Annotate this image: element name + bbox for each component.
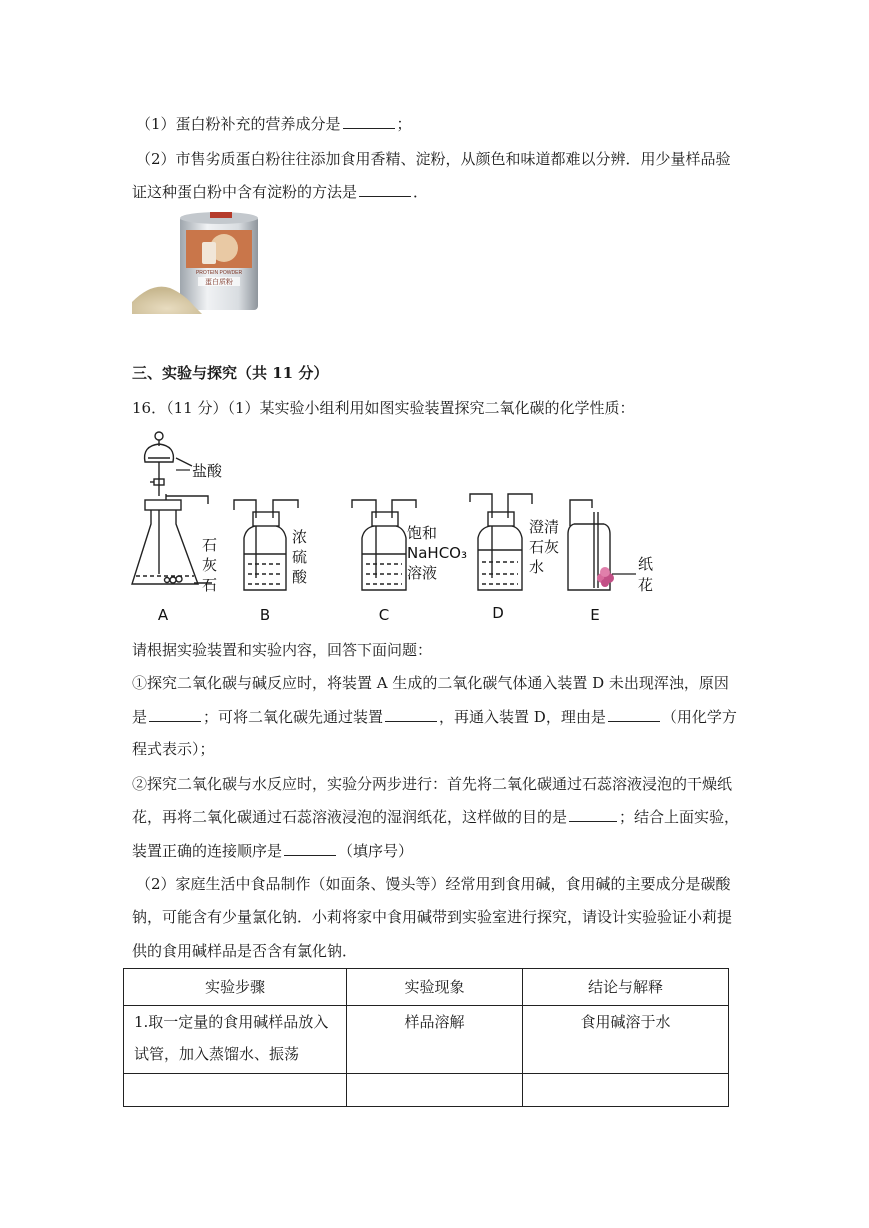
- device-a-stones: [165, 576, 183, 583]
- can-brand-text: PROTEIN POWDER: [195, 270, 243, 276]
- answer-blank[interactable]: [149, 706, 201, 722]
- apparatus-diagram: [128, 428, 668, 628]
- q16-sub1-line1: ①探究二氧化碳与碱反应时，将装置 A 生成的二氧化碳气体通入装置 D 未出现浑浊，原因: [132, 674, 729, 692]
- device-d-bottle: [470, 494, 532, 590]
- label-c-line-2: NaHCO₃: [407, 544, 467, 562]
- device-letter-b: B: [259, 606, 271, 624]
- q16-part2-line3: 供的食用碱样品是否含有氯化钠．: [132, 942, 358, 960]
- experiment-table: [123, 968, 729, 1107]
- section-heading: 三、实验与探究（共 11 分）: [132, 364, 329, 382]
- label-b-char-3: 酸: [292, 568, 308, 586]
- cell-phenomenon-2[interactable]: [347, 1074, 523, 1107]
- q15-item1: （1）蛋白粉补充的营养成分是 ；: [136, 115, 412, 133]
- table-row: [124, 1006, 729, 1074]
- label-b-char-2: 硫: [292, 548, 308, 566]
- q16-instruction: 请根据实验装置和实验内容，回答下面问题：: [132, 641, 433, 659]
- cell-step-1: 1.取一定量的食用碱样品放入 试管，加入蒸馏水、振荡: [124, 1006, 347, 1074]
- label-a-char-1: 石: [202, 536, 218, 554]
- device-b-bottle: [234, 500, 298, 590]
- label-e-char-1: 纸: [638, 555, 654, 573]
- label-d-line-2: 石灰: [529, 538, 560, 556]
- label-b-char-1: 浓: [292, 528, 308, 546]
- table-header-row: [124, 969, 729, 1006]
- cell-phenomenon-1: 样品溶解: [347, 1006, 523, 1074]
- table-row-empty: [124, 1074, 729, 1107]
- label-e-char-2: 花: [638, 576, 654, 594]
- label-d-line-1: 澄清: [529, 518, 560, 536]
- q16-sub2-line2: 花，再将二氧化碳通过石蕊溶液浸泡的湿润纸花，这样做的目的是 ；结合上面实验，: [132, 808, 740, 826]
- header-phenomenon: 实验现象: [347, 969, 523, 1006]
- q16-sub1-line3: 程式表示）；: [132, 740, 215, 758]
- header-conclusion: 结论与解释: [523, 969, 729, 1006]
- q16-sub2-line1: ②探究二氧化碳与水反应时，实验分两步进行：首先将二氧化碳通过石蕊溶液浸泡的干燥纸: [132, 775, 733, 793]
- label-hydrochloric-acid: 盐酸: [192, 462, 223, 480]
- q16-intro: 16．（11 分）（1）某实验小组利用如图实验装置探究二氧化碳的化学性质：: [132, 399, 635, 417]
- answer-blank[interactable]: [608, 706, 660, 722]
- device-letter-a: A: [157, 606, 169, 624]
- device-a-flask: [132, 432, 212, 584]
- q15-item2-line1: （2）市售劣质蛋白粉往往添加食用香精、淀粉，从颜色和味道都难以分辨．用少量样品验: [136, 150, 731, 168]
- answer-blank[interactable]: [385, 706, 437, 722]
- q15-item1-text: （1）蛋白粉补充的营养成分是: [136, 115, 341, 133]
- answer-blank[interactable]: [359, 181, 411, 197]
- paper-flower-icon: [597, 567, 636, 587]
- label-a-char-2: 灰: [202, 556, 218, 574]
- cell-step-2[interactable]: [124, 1074, 347, 1107]
- device-letter-c: C: [378, 606, 390, 624]
- q16-sub1-line2: 是 ；可将二氧化碳先通过装置 ，再通入装置 D，理由是 （用化学方: [132, 708, 737, 726]
- label-c-line-1: 饱和: [407, 524, 438, 542]
- q16-part2-line2: 钠，可能含有少量氯化钠．小莉将家中食用碱带到实验室进行探究，请设计实验验证小莉提: [132, 908, 733, 926]
- device-letter-e: E: [590, 606, 600, 624]
- cell-conclusion-1: 食用碱溶于水: [523, 1006, 729, 1074]
- q15-item2-line2: 证这种蛋白粉中含有淀粉的方法是 ．: [132, 183, 429, 201]
- answer-blank[interactable]: [569, 806, 617, 822]
- can-label-text: 蛋白质粉: [205, 278, 233, 286]
- label-d-line-3: 水: [529, 558, 545, 576]
- protein-powder-image: [132, 210, 267, 314]
- q16-sub2-line3: 装置正确的连接顺序是 （填序号）: [132, 842, 414, 860]
- answer-blank[interactable]: [343, 113, 395, 129]
- answer-blank[interactable]: [284, 840, 336, 856]
- header-steps: 实验步骤: [124, 969, 347, 1006]
- device-letter-d: D: [492, 604, 504, 622]
- label-c-line-3: 溶液: [407, 564, 438, 582]
- cell-conclusion-2[interactable]: [523, 1074, 729, 1107]
- label-a-char-3: 石: [202, 576, 218, 594]
- q16-part2-line1: （2）家庭生活中食品制作（如面条、馒头等）经常用到食用碱，食用碱的主要成分是碳酸: [136, 875, 731, 893]
